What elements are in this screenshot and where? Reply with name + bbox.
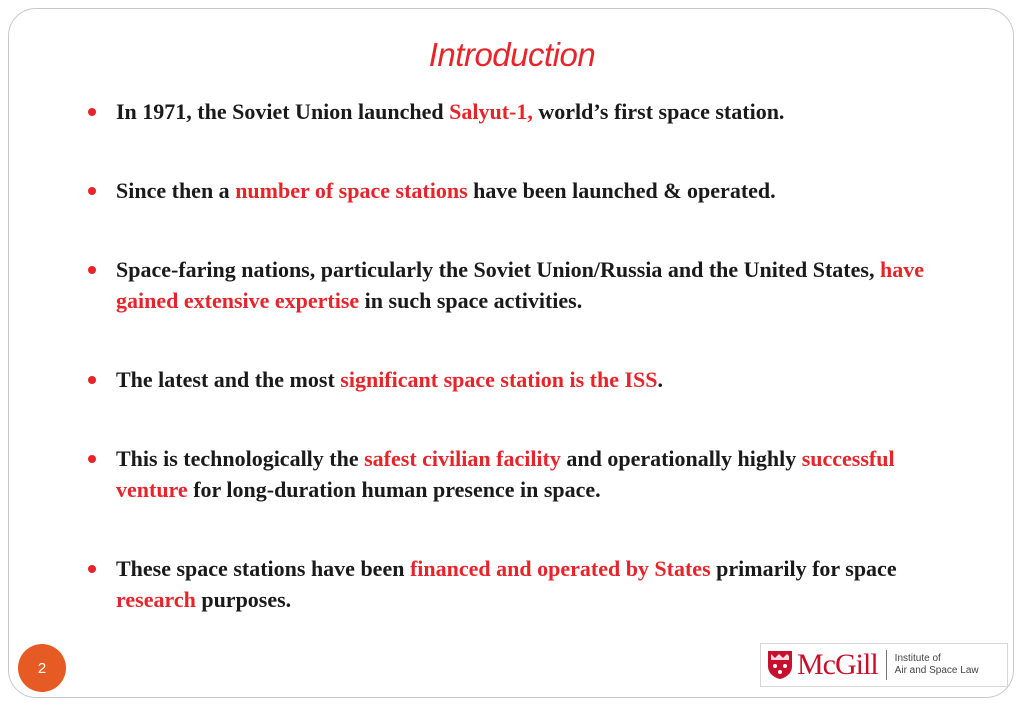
bullet-item (86, 553, 966, 615)
bullet-highlight: successful venture (116, 446, 895, 502)
bullet-highlight: Salyut-1, (449, 99, 533, 124)
logo-divider (886, 650, 887, 680)
bullet-text: This is technologically the (116, 446, 365, 471)
bullet-highlight: safest civilian facility (364, 446, 561, 471)
bullet-text: in such space activities. (359, 288, 583, 313)
bullet-text: Space-faring nations, particularly the Soviet Union/Russia and the United States, (116, 257, 880, 282)
bullet-text: for long-duration human presence in space. (187, 477, 601, 502)
bullet-highlight: financed and operated by States (409, 556, 711, 581)
bullet-text: . (657, 367, 663, 392)
bullet-item (86, 96, 966, 127)
mcgill-logo (760, 643, 1008, 687)
bullet-highlight: number of space stations (235, 178, 468, 203)
bullet-highlight: significant space station is the ISS (340, 367, 658, 392)
bullet-text: The latest and the most (116, 367, 341, 392)
bullet-text: primarily for space (710, 556, 897, 581)
institute-line-2: Air and Space Law (894, 665, 979, 676)
bullet-text: and operationally highly (560, 446, 802, 471)
bullet-text: These space stations have been (116, 556, 410, 581)
bullet-text: have been launched & operated. (467, 178, 776, 203)
bullet-item (86, 443, 966, 505)
bullet-text: In 1971, the Soviet Union launched (116, 99, 450, 124)
institute-line-1: Institute of (894, 653, 941, 664)
bullet-highlight: have gained extensive expertise (116, 257, 924, 313)
bullet-highlight: research (116, 587, 196, 612)
bullet-text: world’s first space station. (532, 99, 785, 124)
bullet-item (86, 175, 966, 206)
page-number-badge: 2 (18, 644, 66, 692)
mcgill-shield-icon (767, 650, 793, 680)
bullet-list (86, 96, 966, 663)
bullet-item (86, 364, 966, 395)
logo-wordmark: McGill (797, 648, 878, 681)
institute-name (895, 653, 979, 677)
bullet-text: purposes. (195, 587, 292, 612)
bullet-item (86, 254, 966, 316)
bullet-text: Since then a (116, 178, 236, 203)
slide-title: Introduction (428, 36, 596, 73)
